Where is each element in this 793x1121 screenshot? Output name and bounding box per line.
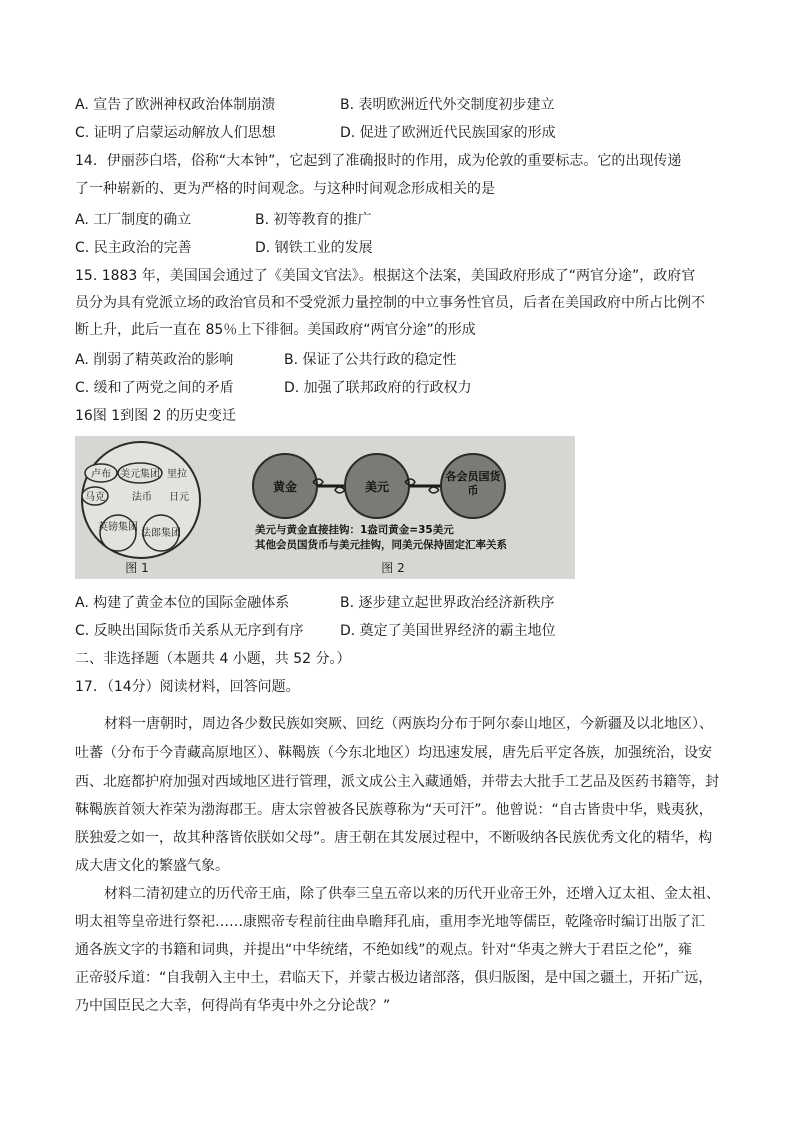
figure1-lu-label: 卢布: [91, 469, 111, 480]
figure2-caption: 图 2: [381, 561, 405, 575]
section2-heading: 二、非选择题（本题共 4 小题，共 52 分。）: [75, 651, 351, 667]
q17-material1-line5: 朕独爱之如一，故其种落皆依朕如父母”。唐王朝在其发展过程中，不断吸纳各民族优秀文化的精华，构: [75, 830, 713, 846]
figure1-lira-label: 里拉: [167, 469, 187, 480]
q17-material1-line3: 西、北庭都护府加强对西域地区进行管理，派文成公主入藏通婚，并带去大批手工艺品及医药书籍等，封: [75, 774, 719, 790]
figure2-other-currency-label-box: [445, 470, 501, 504]
figure1-yen-label: 日元: [169, 492, 189, 503]
q15-stem-line3: 断上升，此后一直在 85％上下徘徊。美国政府“两官分途”的形成: [75, 322, 476, 338]
q17-stem: 17．（14分）阅读材料，回答问题。: [75, 679, 300, 695]
q16-figure-svg: [75, 436, 575, 579]
figure1-gbp-text: 英镑集团: [98, 522, 138, 533]
figure1-caption: 图 1: [125, 561, 149, 575]
figure2-other-currency-label: 各会员国货币: [445, 470, 501, 497]
q16-option-b: B. 逐步建立起世界政治经济新秩序: [340, 595, 555, 611]
q17-material1-line2: 吐蕃（分布于今青藏高原地区）、靺鞨族（今东北地区）均迅速发展，唐先后平定各族，加强统治，设安: [75, 745, 712, 761]
q15-stem-line2: 员分为具有党派立场的政治官员和不受党派力量控制的中立事务性官员，后者在美国政府中所占比例不: [75, 295, 705, 311]
q17-material2-line5: 乃中国臣民之大幸，何得尚有华夷中外之分论哉？”: [75, 998, 391, 1014]
q14-option-d: D. 钢铁工业的发展: [255, 240, 373, 256]
q13-option-d: D. 促进了欧洲近代民族国家的形成: [340, 125, 556, 141]
q13-option-a: A. 宣告了欧洲神权政治体制崩溃: [75, 97, 276, 113]
q17-material1-line4: 靺鞨族首领大祚荣为渤海郡王。唐太宗曾被各民族尊称为“天可汗”。他曾说：“自古皆贵中华，贱夷狄，: [75, 802, 713, 818]
q16-option-c: C. 反映出国际货币关系从无序到有序: [75, 623, 304, 639]
q16-figure: [75, 436, 575, 579]
figure1-franc-label: 法郎集团: [141, 528, 181, 539]
q16-option-a: A. 构建了黄金本位的国际金融体系: [75, 595, 290, 611]
q14-stem-line2: 了一种崭新的、更为严格的时间观念。与这种时间观念形成相关的是: [75, 181, 495, 197]
q15-option-d: D. 加强了联邦政府的行政权力: [284, 380, 472, 396]
q14-option-c: C. 民主政治的完善: [75, 240, 192, 256]
figure1-usd-group-label: 美元集团: [120, 469, 160, 480]
figure2-gold-label: 黄金: [272, 480, 298, 494]
q15-option-b: B. 保证了公共行政的稳定性: [284, 352, 457, 368]
q17-material2-line4: 正帝驳斥道：“自我朝入主中土，君临天下，并蒙古极边诸部落，俱归版图，是中国之疆土，开拓广远，: [75, 970, 713, 986]
q17-material2-line2: 明太祖等皇帝进行祭祀……康熙帝专程前往曲阜瞻拜孔庙，重用李光地等儒臣，乾隆帝时编订出版了汇: [75, 914, 705, 930]
q17-material1-line6: 成大唐文化的繁盛气象。: [75, 858, 229, 874]
q13-option-c: C. 证明了启蒙运动解放人们思想: [75, 125, 276, 141]
q14-stem-line1: 14．伊丽莎白塔，俗称“大本钟”，它起到了准确报时的作用，成为伦敦的重要标志。它的出现传递: [75, 153, 682, 169]
figure2-diagram: [253, 454, 507, 575]
figure1-diagram: [82, 442, 200, 575]
q16-stem: 16图 1到图 2 的历史变迁: [75, 408, 236, 424]
figure1-gbp-bubble: [100, 515, 136, 551]
figure2-note-line2: 其他会员国货币与美元挂钩，同美元保持固定汇率关系: [255, 539, 507, 551]
q13-option-b: B. 表明欧洲近代外交制度初步建立: [340, 97, 555, 113]
q17-material1-line1: 材料一唐朝时，周边各少数民族如突厥、回纥（两族均分布于阿尔泰山地区，今新疆及以北地区）、: [104, 716, 713, 732]
q14-option-b: B. 初等教育的推广: [255, 212, 372, 228]
figure2-usd-label: 美元: [364, 480, 390, 494]
q17-material2-line3: 通各族文字的书籍和词典，并提出“中华统绪，不绝如线”的观点。针对“华夷之辨大于君臣之伦”，雍: [75, 942, 693, 958]
figure1-mark-label: 马克: [85, 492, 105, 503]
figure2-note-line1: 美元与黄金直接挂钩：1盎司黄金=35美元: [255, 524, 454, 536]
q15-option-c: C. 缓和了两党之间的矛盾: [75, 380, 234, 396]
q17-material2-line1: 材料二清初建立的历代帝王庙，除了供奉三皇五帝以来的历代开业帝王外，还增入辽太祖、金太祖、: [104, 886, 720, 902]
figure1-gbp-label: [98, 520, 138, 533]
q15-option-a: A. 削弱了精英政治的影响: [75, 352, 234, 368]
q14-option-a: A. 工厂制度的确立: [75, 212, 192, 228]
figure1-fabi-label: 法币: [132, 492, 152, 503]
q16-option-d: D. 奠定了美国世界经济的霸主地位: [340, 623, 556, 639]
q15-stem-line1: 15. 1883 年，美国国会通过了《美国文官法》。根据这个法案，美国政府形成了“两官分途”，政府官: [75, 268, 696, 284]
